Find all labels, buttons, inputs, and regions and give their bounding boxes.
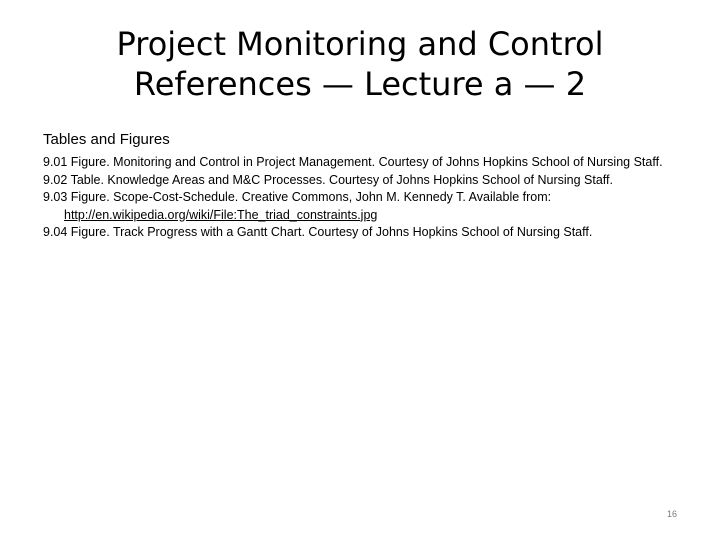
reference-list <box>43 154 673 242</box>
reference-item-9-01 <box>43 154 673 172</box>
references-content <box>43 131 673 242</box>
reference-item-9-02 <box>43 172 673 190</box>
page-number: 16 <box>666 509 677 519</box>
slide-title-line-1: Project Monitoring and Control <box>116 25 604 63</box>
section-heading: Tables and Figures <box>43 131 170 148</box>
slide-title <box>40 24 680 104</box>
reference-text: 9.03 Figure. Scope-Cost-Schedule. Creative Commons, John M. Kennedy T. Available from: <box>43 190 552 204</box>
reference-item-9-04 <box>43 224 673 242</box>
reference-link-triad-constraints[interactable]: http://en.wikipedia.org/wiki/File:The_triad_constraints.jpg <box>64 207 378 222</box>
reference-text: 9.01 Figure. Monitoring and Control in Project Management. Courtesy of Johns Hopkins School of Nursing Staff. <box>43 155 663 169</box>
reference-text: 9.04 Figure. Track Progress with a Gantt Chart. Courtesy of Johns Hopkins School of Nursing Staff. <box>43 225 593 239</box>
slide-title-line-2: References — Lecture a — 2 <box>133 65 587 103</box>
reference-item-9-03 <box>43 189 673 224</box>
reference-text: 9.02 Table. Knowledge Areas and M&C Processes. Courtesy of Johns Hopkins School of Nursing Staff. <box>43 172 613 187</box>
